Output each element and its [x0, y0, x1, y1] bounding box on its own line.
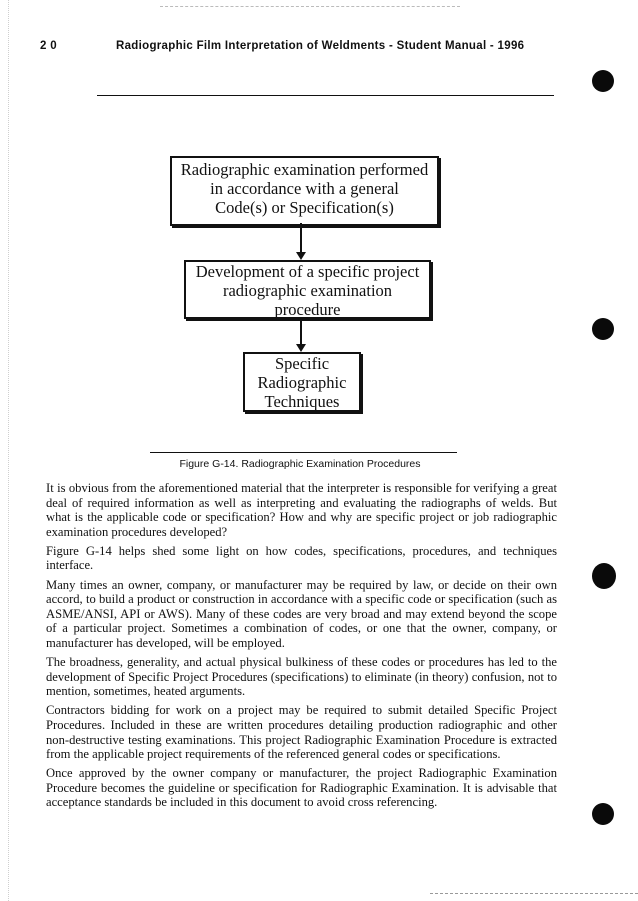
body-text [46, 481, 557, 814]
box3-line1: Specific [274, 354, 330, 373]
paragraph: Once approved by the owner company or manufacturer, the project Radiographic Examination Procedure becomes the guideline or specification for Radiographic Examination. It is advisable that acceptance standards be included in this document to avoid cross referencing. [46, 766, 557, 810]
figure-caption: Figure G-14. Radiographic Examination Procedures [179, 458, 421, 470]
box2-line1: Development of a specific project [195, 262, 420, 281]
punch-hole-3 [592, 563, 616, 589]
paragraph: Many times an owner, company, or manufacturer may be required by law, or decide on their own accord, to build a product or construction in accordance with a specific code or specification (such as ASME/ANSI, API or AWS). Many of these codes are very broad and may extend beyond the scope of a particular project. Sometimes a combination of codes, or one that the owner, company, or manufacturer has developed, will be employed. [46, 577, 557, 650]
box2-line2: radiographic examination [222, 281, 393, 300]
box2-line3: procedure [274, 300, 341, 319]
box1-line2: in accordance with a general [210, 179, 399, 198]
page-number: 2 0 [40, 40, 57, 52]
punch-hole-4 [592, 803, 614, 825]
punch-hole-1 [592, 70, 614, 92]
header-rule [97, 95, 554, 96]
caption-rule [150, 452, 457, 453]
arrow-down-icon [296, 344, 306, 352]
box1-line1: Radiographic examination performed [180, 160, 429, 179]
box3-line3: Techniques [264, 392, 340, 411]
punch-hole-2 [592, 318, 614, 340]
scan-top-artifact [160, 6, 460, 7]
scan-edge [0, 0, 9, 901]
arrow-down-icon [296, 252, 306, 260]
running-title: Radiographic Film Interpretation of Weldments - Student Manual - 1996 [116, 40, 525, 52]
flow-box-general-code [170, 156, 439, 226]
paragraph: Contractors bidding for work on a project may be required to submit detailed Specific Project Procedures. Included in these are written procedures detailing production radiographic and other non-destructive testing examinations. This project Radiographic Examination Procedure is extracted from the applicable project requirements of the referenced general codes or specifications. [46, 703, 557, 762]
scan-bottom-artifact [430, 893, 638, 894]
paragraph: Figure G-14 helps shed some light on how codes, specifications, procedures, and techniques interface. [46, 543, 557, 573]
box1-line3: Code(s) or Specification(s) [215, 198, 394, 217]
box3-line2: Radiographic [257, 373, 347, 392]
paragraph: It is obvious from the aforementioned material that the interpreter is responsible for verifying a great deal of required information as well as interpreting and evaluating the radiographs of welds. But what is the applicable code or specification? How and why are specific project or job radiographic examination procedures developed? [46, 481, 557, 539]
flow-box-specific-techniques [243, 352, 361, 412]
flow-connector-2 [300, 318, 302, 345]
paragraph: The broadness, generality, and actual physical bulkiness of these codes or procedures has led to the development of Specific Project Procedures (specifications) to eliminate (in theory) confusion, not to mention, sometimes, heated arguments. [46, 655, 557, 699]
flow-box-project-procedure [184, 260, 431, 319]
flow-connector-1 [300, 223, 302, 253]
